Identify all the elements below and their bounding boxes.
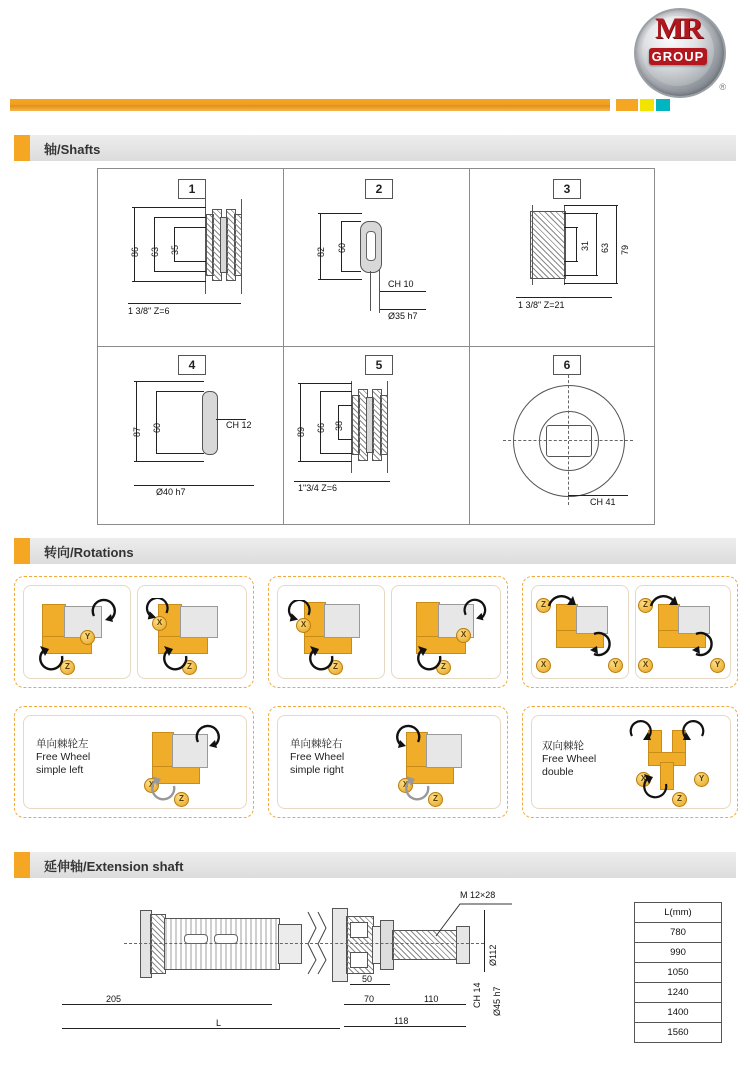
- rotation-group-2: [268, 576, 508, 688]
- freewheel-cell-left: [23, 715, 247, 809]
- freewheel-double-en2: double: [542, 766, 574, 778]
- shaft6-note-ch41: CH 41: [590, 497, 616, 507]
- extension-dim-50: 50: [362, 974, 373, 984]
- shaft5-spline-note: 1"3/4 Z=6: [298, 483, 337, 493]
- freewheel-double-en1: Free Wheel: [542, 753, 597, 765]
- axis-badge-x: X: [152, 616, 167, 631]
- length-value: 1400: [635, 1003, 722, 1023]
- extension-dim-118: 118: [394, 1016, 409, 1026]
- extension-thread-label: M 12×28: [460, 890, 496, 900]
- section-title-rotations: 转向/Rotations: [44, 544, 134, 560]
- axis-badge-z: Z: [428, 792, 443, 807]
- axis-badge-z: Z: [174, 792, 189, 807]
- freewheel-cell-right: [277, 715, 501, 809]
- freewheel-left-en2: simple left: [36, 764, 84, 776]
- shaft4-dim-60: 60: [152, 422, 162, 433]
- freewheel-left-cn: 单向棘轮左: [36, 738, 89, 750]
- axis-badge-x: X: [638, 658, 653, 673]
- axis-badge-x: X: [296, 618, 311, 633]
- extension-diameter-112: Ø112: [488, 944, 498, 966]
- registered-mark: ®: [719, 82, 726, 92]
- rotation-group-1: [14, 576, 254, 688]
- shaft1-dim-86: 86: [130, 246, 140, 257]
- length-value: 1560: [635, 1023, 722, 1043]
- accent-square-teal: [656, 99, 670, 111]
- shaft4-note-diameter: Ø40 h7: [156, 487, 186, 497]
- page-header: [0, 0, 750, 96]
- shaft-number-3: 3: [553, 179, 581, 199]
- shaft3-dim-79: 79: [620, 244, 630, 255]
- shaft5-dim-66: 66: [316, 422, 326, 433]
- header-accent-bar: [10, 99, 740, 111]
- shaft2-dim-82: 82: [316, 246, 326, 257]
- length-value: 990: [635, 943, 722, 963]
- axis-badge-x: X: [456, 628, 471, 643]
- accent-square-orange: [616, 99, 638, 111]
- axis-badge-z: Z: [536, 598, 551, 613]
- shaft3-spline-note: 1 3/8" Z=21: [518, 300, 565, 310]
- shaft4-dim-87: 87: [132, 426, 142, 437]
- freewheel-left-en1: Free Wheel: [36, 751, 91, 763]
- axis-badge-x: X: [144, 778, 159, 793]
- rotation-cell-3b: [635, 585, 731, 679]
- accent-bar-orange: [10, 99, 610, 111]
- rotation-cell-3a: [531, 585, 629, 679]
- accent-square-yellow: [640, 99, 654, 111]
- shaft5-dim-38: 38: [334, 420, 344, 431]
- shaft2-note-diameter: Ø35 h7: [388, 311, 418, 321]
- rotation-group-3: [522, 576, 738, 688]
- axis-badge-x: X: [636, 772, 651, 787]
- axis-badge-y: Y: [608, 658, 623, 673]
- freewheel-right-cn: 单向棘轮右: [290, 738, 343, 750]
- section-tab-marker: [14, 538, 30, 564]
- extension-dim-205: 205: [106, 994, 122, 1004]
- section-header-extension: [14, 852, 736, 878]
- section-title-shafts: 轴/Shafts: [44, 141, 101, 157]
- logo-mr-text: MR: [655, 12, 701, 45]
- shaft-number-4: 4: [178, 355, 206, 375]
- freewheel-double-cn: 双向棘轮: [542, 740, 584, 752]
- section-tab-marker: [14, 135, 30, 161]
- brand-logo: [628, 4, 728, 100]
- length-value: 780: [635, 923, 722, 943]
- rotation-cell-2a: [277, 585, 385, 679]
- shafts-diagram-grid: [97, 168, 655, 525]
- shaft-number-2: 2: [365, 179, 393, 199]
- rotation-cell-1a: [23, 585, 131, 679]
- length-value: 1240: [635, 983, 722, 1003]
- section-tab-marker: [14, 852, 30, 878]
- axis-badge-x: X: [536, 658, 551, 673]
- extension-ch14: CH 14: [472, 982, 482, 1008]
- rotation-cell-1b: [137, 585, 247, 679]
- freewheel-group-double: [522, 706, 738, 818]
- extension-shaft-diameter: Ø45 h7: [492, 986, 502, 1016]
- extension-dim-L: L: [216, 1018, 222, 1028]
- length-table: [634, 902, 722, 1043]
- shaft-number-1: 1: [178, 179, 206, 199]
- shaft2-dim-60: 60: [337, 242, 347, 253]
- axis-badge-y: Y: [710, 658, 725, 673]
- extension-shaft-diagram: [14, 886, 736, 1056]
- length-value: 1050: [635, 963, 722, 983]
- axis-badge-x: X: [398, 778, 413, 793]
- axis-badge-y: Y: [694, 772, 709, 787]
- shaft1-dim-63: 63: [150, 246, 160, 257]
- rotation-cell-2b: [391, 585, 501, 679]
- axis-badge-z: Z: [672, 792, 687, 807]
- freewheel-group-right: [268, 706, 508, 818]
- shaft3-dim-63: 63: [600, 242, 610, 253]
- axis-badge-z: Z: [638, 598, 653, 613]
- freewheel-right-en2: simple right: [290, 764, 344, 776]
- section-header-shafts: [14, 135, 736, 161]
- section-header-rotations: [14, 538, 736, 564]
- shaft1-spline-note: 1 3/8" Z=6: [128, 306, 170, 316]
- shaft-number-6: 6: [553, 355, 581, 375]
- extension-dim-70: 70: [364, 994, 375, 1004]
- extension-dim-110: 110: [424, 994, 439, 1004]
- axis-badge-z: Z: [436, 660, 451, 675]
- freewheel-cell-double: [531, 715, 731, 809]
- axis-badge-z: Z: [182, 660, 197, 675]
- shaft4-note-ch12: CH 12: [226, 420, 252, 430]
- length-table-header: L(mm): [635, 903, 722, 923]
- freewheel-right-en1: Free Wheel: [290, 751, 345, 763]
- shaft5-dim-89: 89: [296, 426, 306, 437]
- shaft1-dim-35: 35: [170, 244, 180, 255]
- axis-badge-y: Y: [80, 630, 95, 645]
- logo-group-text: GROUP: [649, 48, 707, 65]
- axis-badge-z: Z: [60, 660, 75, 675]
- axis-badge-z: Z: [328, 660, 343, 675]
- rotations-diagrams: [14, 568, 736, 832]
- shaft3-dim-31: 31: [580, 240, 590, 251]
- freewheel-group-left: [14, 706, 254, 818]
- shaft-number-5: 5: [365, 355, 393, 375]
- section-title-extension: 延伸轴/Extension shaft: [44, 858, 184, 874]
- shaft2-note-ch10: CH 10: [388, 279, 414, 289]
